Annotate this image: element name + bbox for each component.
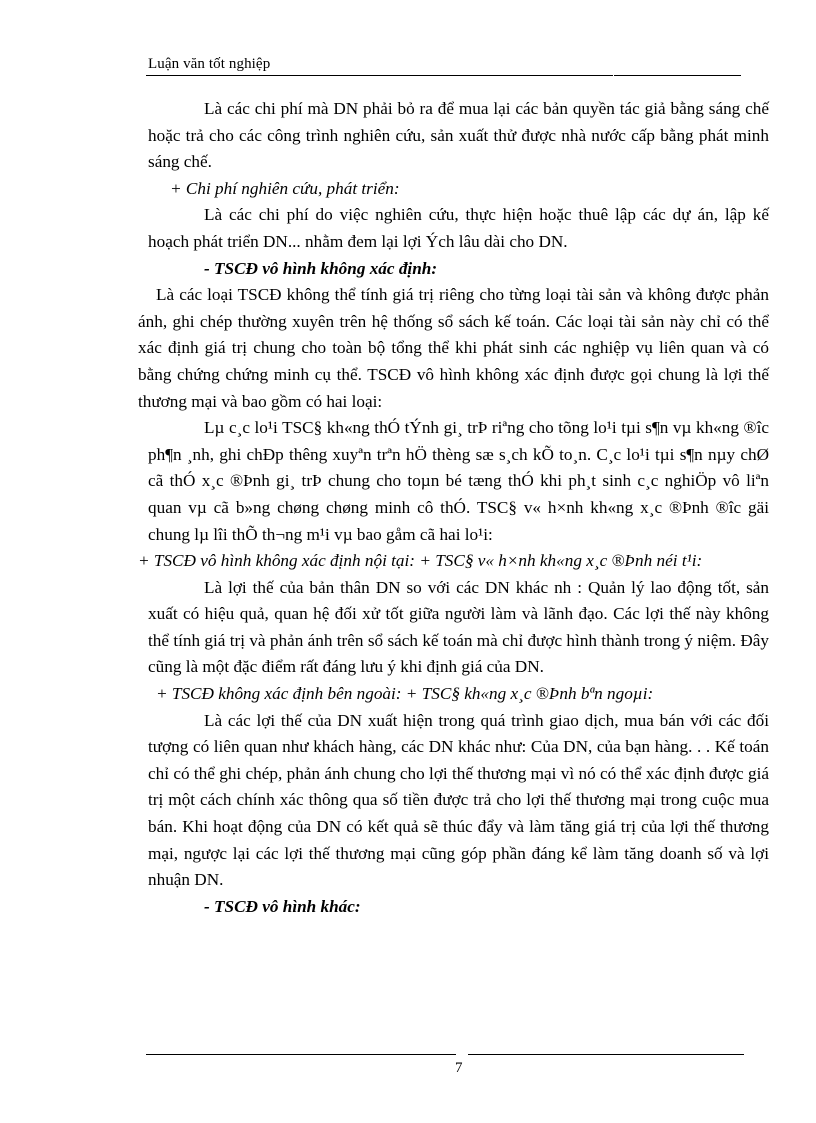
page-number: 7 xyxy=(455,1060,463,1076)
header-title: Luận văn tốt nghiệp xyxy=(148,56,271,72)
subheading-internal-goodwill: + TSCĐ vô hình không xác định nội tại: + TSC§ v« h×nh kh«ng x¸c ®Þnh néi t¹i: xyxy=(138,551,703,571)
paragraph-patent-costs: Là các chi phí mà DN phải bỏ ra để mua lại các bản quyền tác giả bằng sáng chế hoặc trả cho các công trình nghiên cứu, sản xuất thử được nhà nước cấp bằng phát minh sáng chế. xyxy=(148,99,769,172)
subheading-external-goodwill: + TSCĐ không xác định bên ngoài: + TSC§ kh«ng x¸c ®Þnh bªn ngoµi: xyxy=(156,684,654,704)
subheading-research-costs: + Chi phí nghiên cứu, phát triển: xyxy=(170,178,400,198)
header-rule-right xyxy=(614,75,741,76)
heading-other-intangible: - TSCĐ vô hình khác: xyxy=(204,896,361,916)
footer-rule-right xyxy=(468,1054,744,1055)
header-rule xyxy=(146,75,613,76)
paragraph-external-goodwill: Là các lợi thế của DN xuất hiện trong quá trình giao dịch, mua bán với các đối tượng có liên quan như khách hàng, các DN khác như: Của DN, của bạn hàng. . . Kế toán chỉ có thể ghi chép, phản ánh chung cho lợi thế thương mại vì nó có thể xác định được giá trị một cách chính xác thông qua số tiền được trả cho lợi thế thương mại trong cuộc mua bán. Khi hoạt động của DN có kết quả sẽ thúc đẩy và làm tăng giá trị của lợi thế thương mại, ngược lại các lợi thế thương mại cũng góp phần đáng kể làm tăng doanh số và lợi nhuận DN. xyxy=(148,710,769,890)
body-text xyxy=(138,96,769,920)
heading-indefinite-intangible: - TSCĐ vô hình không xác định: xyxy=(204,258,438,278)
footer-rule xyxy=(146,1054,456,1055)
paragraph-garbled-encoding: Lµ c¸c lo¹i TSC§ kh«ng thÓ tÝnh gi¸ trÞ riªng cho tõng lo¹i tµi s¶n vµ kh«ng ®îc ph¶n ¸nh, ghi chÐp thêng xuyªn trªn hÖ thèng sæ s¸ch kÕ to¸n. C¸c lo¹i tµi s¶n nµy chØ cã thÓ x¸c ®Þnh gi¸ trÞ chung cho toµn bé tæng thÓ khi ph¸t sinh c¸c nghiÖp vô liªn quan vµ cã b»ng chøng chøng minh cô thÓ. TSC§ v« h×nh kh«ng x¸c ®Þnh ®îc gäi chung lµ lîi thÕ th¬ng m¹i vµ bao gåm cã hai lo¹i: xyxy=(148,418,769,544)
paragraph-indefinite-intangible: Là các loại TSCĐ không thể tính giá trị riêng cho từng loại tài sản và không được phản ánh, ghi chép thường xuyên trên hệ thống sổ sách kế toán. Các loại tài sản này chỉ có thể xác định giá trị chung cho toàn bộ tổng thể khi phát sinh các nghiệp vụ liên quan và có bằng chứng chứng minh cụ thể. TSCĐ vô hình không xác định được gọi chung là lợi thế thương mại và bao gồm có hai loại: xyxy=(138,285,769,411)
paragraph-research-costs: Là các chi phí do việc nghiên cứu, thực hiện hoặc thuê lập các dự án, lập kế hoạch phát triển DN... nhằm đem lại lợi Ých lâu dài cho DN. xyxy=(148,205,769,251)
paragraph-internal-goodwill: Là lợi thế của bản thân DN so với các DN khác nh : Quản lý lao động tốt, sản xuất có hiệu quả, quan hệ đối xử tốt giữa người làm và lãnh đạo. Các lợi thế này không thể tính giá trị và phản ánh trên sổ sách kế toán mà chỉ được hình thành trong ý niệm. Đây cũng là một đặc điểm rất đáng lưu ý khi định giá của DN. xyxy=(148,577,769,677)
